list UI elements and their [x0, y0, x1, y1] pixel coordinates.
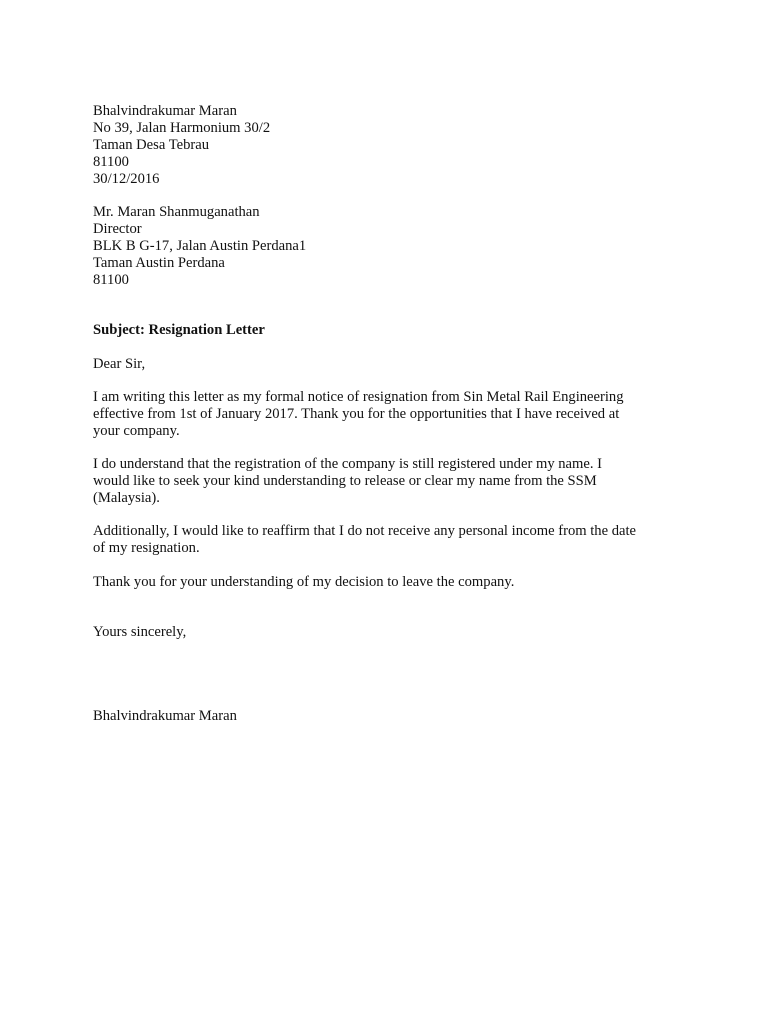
signature-name: [93, 708, 237, 725]
sender-address-block: [93, 103, 270, 188]
sender-name: Bhalvindrakumar Maran: [93, 103, 237, 119]
recipient-address-line: Taman Austin Perdana: [93, 255, 225, 271]
body-paragraph-4: [93, 574, 514, 591]
recipient-name: Mr. Maran Shanmuganathan: [93, 204, 260, 220]
letter-date: 30/12/2016: [93, 171, 160, 187]
subject-text: Subject: Resignation Letter: [93, 322, 265, 338]
body-paragraph-2: [93, 456, 602, 507]
signature-text: Bhalvindrakumar Maran: [93, 708, 237, 724]
recipient-address-line: BLK B G-17, Jalan Austin Perdana1: [93, 238, 307, 254]
paragraph-line: (Malaysia).: [93, 490, 160, 506]
salutation-text: Dear Sir,: [93, 356, 146, 372]
paragraph-line: effective from 1st of January 2017. Thank you for the opportunities that I have received at: [93, 406, 620, 422]
paragraph-line: I am writing this letter as my formal notice of resignation from Sin Metal Rail Engineering: [93, 389, 624, 405]
paragraph-line: Thank you for your understanding of my decision to leave the company.: [93, 574, 515, 590]
body-paragraph-1: [93, 389, 624, 440]
closing: [93, 624, 186, 641]
sender-postcode: 81100: [93, 154, 129, 170]
paragraph-line: I do understand that the registration of the company is still registered under my name. I: [93, 456, 603, 472]
body-paragraph-3: [93, 523, 636, 557]
sender-address-line: No 39, Jalan Harmonium 30/2: [93, 120, 271, 136]
salutation: [93, 356, 145, 373]
recipient-postcode: 81100: [93, 272, 129, 288]
paragraph-line: of my resignation.: [93, 540, 200, 556]
sender-address-line: Taman Desa Tebrau: [93, 137, 210, 153]
recipient-title: Director: [93, 221, 142, 237]
subject-line: [93, 322, 265, 339]
paragraph-line: Additionally, I would like to reaffirm that I do not receive any personal income from the date: [93, 523, 637, 539]
paragraph-line: your company.: [93, 423, 180, 439]
closing-text: Yours sincerely,: [93, 624, 187, 640]
recipient-address-block: [93, 204, 306, 289]
paragraph-line: would like to seek your kind understanding to release or clear my name from the SSM: [93, 473, 597, 489]
